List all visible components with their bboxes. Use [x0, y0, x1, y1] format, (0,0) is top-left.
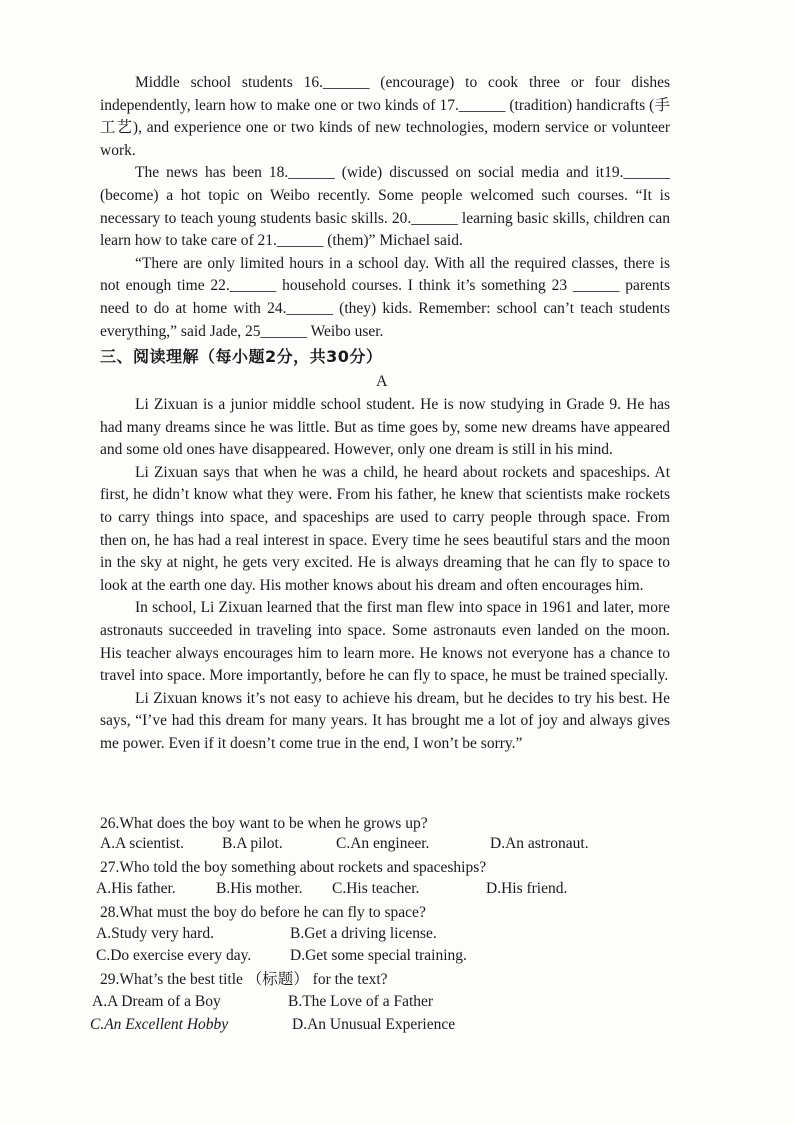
q29-option-d[interactable]: D.An Unusual Experience — [292, 1016, 456, 1033]
cloze-passage — [100, 72, 670, 343]
q28-option-b[interactable]: B.Get a driving license. — [290, 925, 437, 942]
q27-option-a[interactable]: A.His father. — [96, 880, 176, 897]
question-29-options-row-2 — [90, 1016, 660, 1038]
q28-option-c[interactable]: C.Do exercise every day. — [96, 947, 252, 964]
question-29-options-row-1 — [92, 993, 660, 1015]
q26-option-a[interactable]: A.A scientist. — [100, 835, 184, 852]
question-29-stem: 29.What’s the best title （标题） for the text? — [100, 971, 388, 988]
question-28-stem: 28.What must the boy do before he can fly to space? — [100, 904, 426, 921]
question-27-options — [96, 880, 660, 902]
q29-option-a[interactable]: A.A Dream of a Boy — [92, 993, 221, 1010]
passage-paragraph-3: In school, Li Zixuan learned that the first man flew into space in 1961 and later, more astronauts succeeded in traveling into space. Some astronauts even landed on the moon. His teacher always encourages him to learn more. He knows not everyone has a chance to travel into space. More importantly, before he can fly to space, he must be trained specially. — [100, 599, 670, 685]
reading-passage — [100, 394, 670, 756]
cloze-paragraph-1: Middle school students 16.______ (encourage) to cook three or four dishes independently, learn how to make one or two kinds of 17.______ (tradition) handicrafts (手工艺), and experience one or two kinds of new technologies, modern service or volunteer work. — [100, 74, 670, 159]
question-27-stem: 27.Who told the boy something about rockets and spaceships? — [100, 859, 487, 876]
passage-paragraph-4: Li Zixuan knows it’s not easy to achieve his dream, but he decides to try his best. He says, “I’ve had this dream for many years. It has brought me a lot of joy and always gives me power. Even if it doesn’t come true in the end, I won’t be sorry.” — [100, 689, 670, 752]
q27-option-b[interactable]: B.His mother. — [216, 880, 303, 897]
q26-option-c[interactable]: C.An engineer. — [336, 835, 430, 852]
passage-paragraph-1: Li Zixuan is a junior middle school student. He is now studying in Grade 9. He has had many dreams since he was little. But as time goes by, some new dreams have appeared and some old ones have disappeared. However, only one dream is still in his mind. — [100, 396, 670, 459]
q27-option-d[interactable]: D.His friend. — [486, 880, 568, 897]
question-26-options — [100, 835, 660, 857]
q28-option-d[interactable]: D.Get some special training. — [290, 947, 467, 964]
q28-option-a[interactable]: A.Study very hard. — [96, 925, 214, 942]
q27-option-c[interactable]: C.His teacher. — [332, 880, 420, 897]
question-28-options-row-1 — [96, 925, 660, 947]
q26-option-d[interactable]: D.An astronaut. — [490, 835, 589, 852]
q29-option-b[interactable]: B.The Love of a Father — [288, 993, 434, 1010]
question-26-stem: 26.What does the boy want to be when he grows up? — [100, 815, 428, 832]
section-heading: 三、阅读理解（每小题2分，共30分） — [100, 347, 383, 366]
cloze-paragraph-3: “There are only limited hours in a school day. With all the required classes, there is not enough time 22.______ household courses. I think it’s something 23 ______ parents need to do at home with 24.______ (they) kids. Remember: school can’t teach students everything,” said Jade, 25______ Weibo user. — [100, 254, 670, 340]
q29-option-c[interactable]: C.An Excellent Hobby — [90, 1016, 229, 1033]
question-28-options-row-2 — [96, 947, 660, 969]
q26-option-b[interactable]: B.A pilot. — [222, 835, 283, 852]
cloze-paragraph-2: The news has been 18.______ (wide) discussed on social media and it19.______ (become) a hot topic on Weibo recently. Some people welcomed such courses. “It is necessary to teach young students basic skills. 20.______ learning basic skills, children can learn how to take care of 21.______ (them)” Michael said. — [100, 164, 670, 250]
passage-label: A — [376, 373, 388, 390]
passage-paragraph-2: Li Zixuan says that when he was a child, he heard about rockets and spaceships. At first, he didn’t know what they were. From his father, he knew that scientists make rockets to carry things into space, and spaceships are used to carry people through space. From then on, he has had a real interest in space. Every time he sees beautiful stars and the moon in the sky at night, he gets very excited. He is always dreaming that he can fly to space to look at the earth one day. His mother knows about his dream and often encourages him. — [100, 463, 670, 594]
